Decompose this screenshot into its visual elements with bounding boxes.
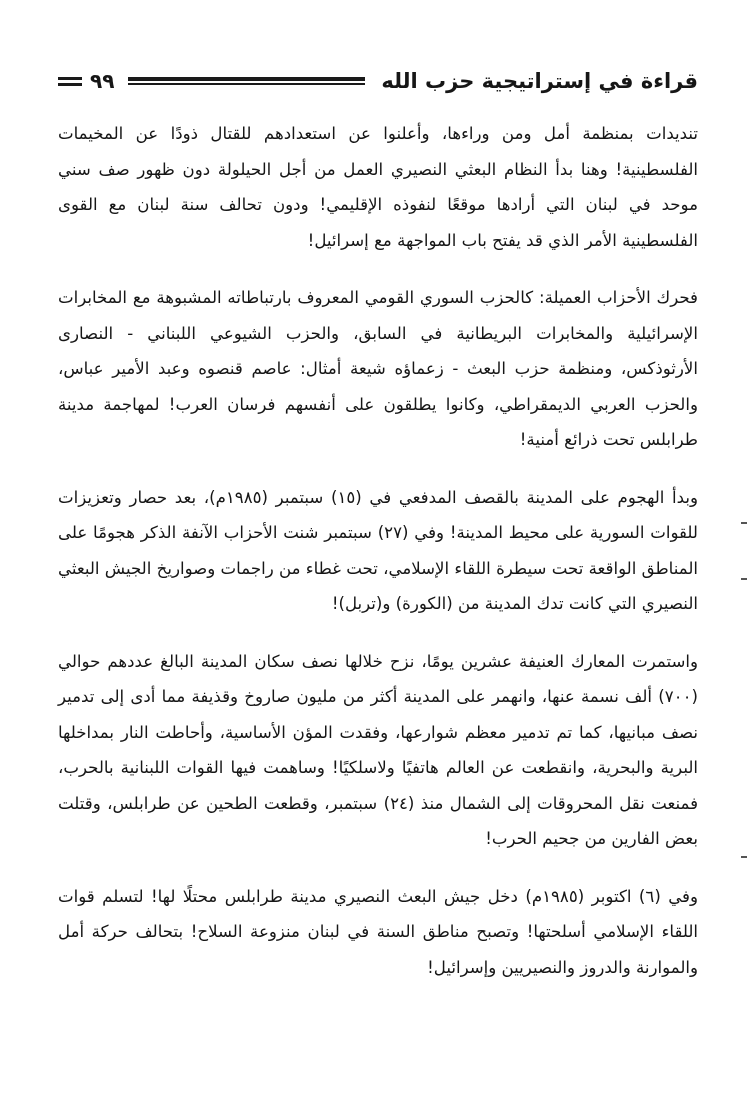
paragraph-4: واستمرت المعارك العنيفة عشرين يومًا، نزح خلالها نصف سكان المدينة البالغ عددهم حوالي (٧٠٠) ألف نسمة عنها، وانهمر على المدينة أكثر من مليون صاروخ وقذيفة مما أدى إلى تدمير نصف مبانيها، كما تم تدمير معظم شوارعها، وفقدت المؤن الأساسية، وأحاطت النار بمداخلها البرية والبحرية، وانقطعت عن العالم هاتفيًا ولاسلكيًا! وساهمت فيها القوات اللبنانية بالحرب، فمنعت نقل المحروقات إلى الشمال منذ (٢٤) سبتمبر، وقطعت الطحين عن طرابلس، وقتلت بعض الفارين من جحيم الحرب!	[58, 651, 698, 848]
running-header	[58, 64, 698, 98]
page-edge-mark	[741, 522, 747, 524]
page-edge-mark	[741, 578, 747, 580]
paragraph-5: وفي (٦) اكتوبر (١٩٨٥م) دخل جيش البعث النصيري مدينة طرابلس محتلًا لها! لتسلم قوات اللقاء الإسلامي أسلحتها! وتصبح مناطق السنة في لبنان منزوعة السلاح! بتحالف حركة أمل والموارنة والدروز والنصيريين وإسرائيل!	[58, 886, 698, 977]
header-end-mark	[58, 77, 82, 86]
paragraph-2: فحرك الأحزاب العميلة: كالحزب السوري القومي المعروف بارتباطاته المشبوهة مع المخابرات الإسرائيلية والمخابرات البريطانية في السابق، والحزب الشيوعي اللبناني - النصارى الأرثوذكس، ومنظمة حزب البعث - زعماؤه شيعة أمثال: عاصم قنصوه وعبد الأمير عباس، والحزب العربي الديمقراطي، وكانوا يطلقون على أنفسهم فرسان العرب! لمهاجمة مدينة طرابلس تحت ذرائع أمنية!	[58, 288, 698, 449]
page-edge-mark	[741, 856, 747, 858]
header-rule	[128, 77, 365, 85]
paragraph-1: تنديدات بمنظمة أمل ومن وراءها، وأعلنوا عن استعدادهم للقتال ذودًا عن المخيمات الفلسطينية! وهنا بدأ النظام البعثي النصيري العمل من أجل الحيلولة دون ظهور صف سني موحد في لبنان التي أرادها موقعًا لنفوذه الإقليمي! ودون تحالف سنة لبنان مع القوى الفلسطينية الأمر الذي قد يفتح باب المواجهة مع إسرائيل!	[58, 124, 698, 250]
paragraph-3: وبدأ الهجوم على المدينة بالقصف المدفعي في (١٥) سبتمبر (١٩٨٥م)، بعد حصار وتعزيزات للقوات السورية على محيط المدينة! وفي (٢٧) سبتمبر شنت الأحزاب الآنفة الذكر هجومًا على المناطق الواقعة تحت سيطرة اللقاء الإسلامي، تحت غطاء من راجمات وصواريخ الجيش البعثي النصيري التي كانت تدك المدينة من (الكورة) و(تربل)!	[58, 487, 699, 613]
page-number: ٩٩	[90, 69, 115, 93]
book-title: قراءة في إستراتيجية حزب الله	[381, 69, 698, 93]
page-body	[58, 116, 698, 1007]
